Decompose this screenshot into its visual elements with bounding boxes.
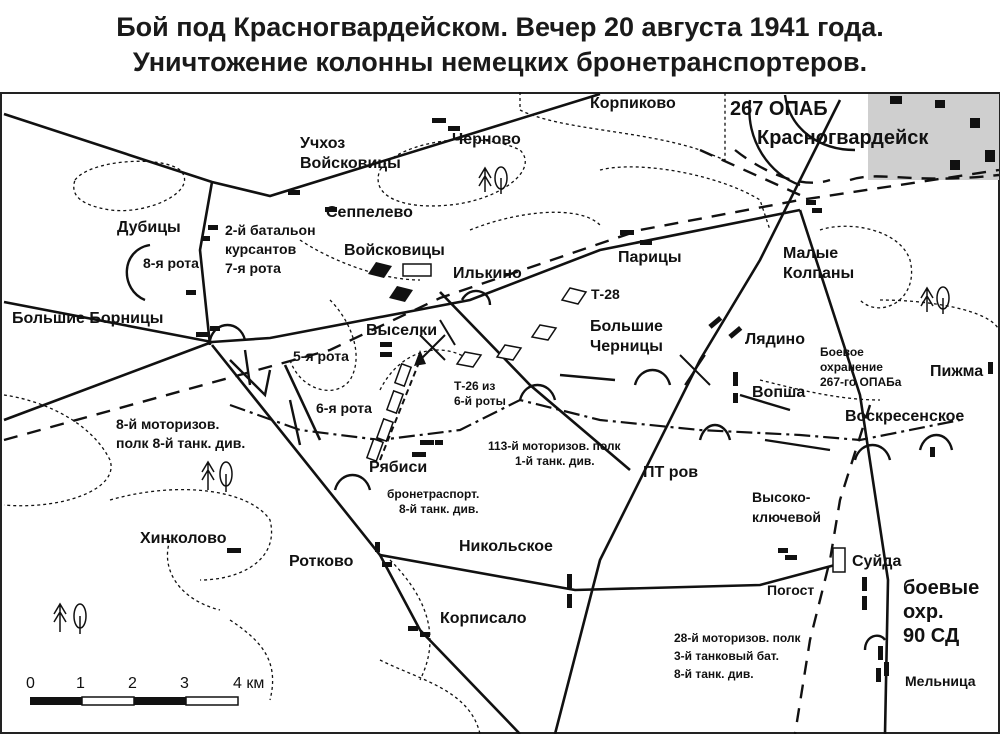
place-ryabisi: Рябиси: [369, 459, 428, 476]
unit-rota-5: 5-я рота: [293, 348, 349, 364]
unit-motor113-line1: 113-й моторизов. полк: [488, 439, 621, 453]
title-line-2: Уничтожение колонны немецких бронетранспортеров.: [132, 47, 868, 77]
tree-icon-1: [479, 167, 507, 194]
place-bolshie-bornitsy: Большие Борницы: [12, 310, 164, 327]
unit-boevye-line1: боевые: [903, 577, 980, 599]
unit-motor8-line2: полк 8-й танк. див.: [116, 435, 246, 451]
place-khinkolovo: Хинколово: [140, 530, 227, 547]
place-paritsy: Парицы: [618, 249, 682, 266]
unit-t26-line2: 6-й роты: [454, 394, 506, 408]
place-dubitsy: Дубицы: [117, 219, 181, 236]
place-malye-line1: Малые: [783, 245, 839, 262]
scale-tick-1: 1: [76, 675, 85, 692]
scale-tick-0: 0: [26, 675, 35, 692]
unit-guard-line3: 267-го ОПАБа: [820, 375, 902, 389]
place-voskresenskoe: Воскресенское: [845, 408, 965, 425]
unit-motor28-line1: 28-й моторизов. полк: [674, 631, 801, 645]
unit-battalion-line2: курсантов: [225, 241, 297, 257]
place-bolshie-chernitsy-line2: Черницы: [590, 338, 663, 355]
tank-markers: [367, 262, 845, 572]
place-voyskovitsy: Войсковицы: [344, 242, 445, 259]
tree-icon-4: [54, 604, 86, 634]
unit-guard-line2: охранение: [820, 360, 883, 374]
unit-t26-line1: Т-26 из: [454, 379, 496, 393]
title-line-1: Бой под Красногвардейском. Вечер 20 августа 1941 года.: [116, 12, 884, 42]
place-rotkovo: Ротково: [289, 553, 354, 570]
place-lyadino: Лядино: [745, 331, 805, 348]
place-pizhma: Пижма: [930, 363, 984, 380]
scale-tick-3: 3: [180, 675, 189, 692]
place-vopsha: Вопша: [752, 384, 806, 401]
unit-rota-8: 8-я рота: [143, 255, 199, 271]
place-seppelevo: Сеппелево: [326, 204, 413, 221]
place-melnitsa: Мельница: [905, 673, 976, 689]
battle-map: [0, 92, 1000, 734]
scale-bar: [26, 675, 264, 705]
unit-motor113-line2: 1-й танк. див.: [515, 454, 595, 468]
place-krasnogvardeysk: Красногвардейск: [757, 127, 929, 149]
unit-motor28-line2: 3-й танковый бат.: [674, 649, 779, 663]
unit-rota-6: 6-я рота: [316, 400, 372, 416]
tree-icon-2: [921, 287, 949, 314]
map-title: [0, 0, 1000, 94]
place-malye-line2: Колпаны: [783, 265, 855, 282]
unit-motor8-line1: 8-й моторизов.: [116, 416, 220, 432]
place-vyselki: Выселки: [366, 322, 438, 339]
place-bolshie-chernitsy-line1: Большие: [590, 318, 663, 335]
unit-guard-line1: Боевое: [820, 345, 864, 359]
place-korpisalo: Корписало: [440, 610, 527, 627]
unit-motor28-line3: 8-й танк. див.: [674, 667, 754, 681]
place-uchkhoz-line2: Войсковицы: [300, 155, 401, 172]
place-chernovo: Черново: [452, 131, 521, 148]
place-vysoko-line2: ключевой: [752, 509, 821, 525]
place-korpikovo: Корпиково: [590, 95, 676, 112]
place-nikolskoe: Никольское: [459, 538, 553, 555]
unit-boevye-line2: охр.: [903, 601, 944, 623]
unit-btr-line2: 8-й танк. див.: [399, 502, 479, 516]
place-suida: Суйда: [852, 553, 902, 570]
scale-tick-4: 4 км: [233, 675, 265, 692]
label-pt-rov: ПТ ров: [643, 464, 699, 481]
unit-t28: Т-28: [591, 286, 620, 302]
unit-battalion-line1: 2-й батальон: [225, 222, 316, 238]
place-uchkhoz-line1: Учхоз: [300, 135, 346, 152]
unit-battalion-line3: 7-я рота: [225, 260, 281, 276]
place-pogost: Погост: [767, 582, 815, 598]
place-vysoko-line1: Высоко-: [752, 489, 811, 505]
unit-267-opab: 267 ОПАБ: [730, 98, 828, 120]
tree-icon-3: [202, 462, 232, 492]
unit-boevye-line3: 90 СД: [903, 625, 960, 647]
place-ilkino: Илькино: [453, 265, 522, 282]
scale-tick-2: 2: [128, 675, 137, 692]
unit-btr-line1: бронетраспорт.: [387, 487, 480, 501]
